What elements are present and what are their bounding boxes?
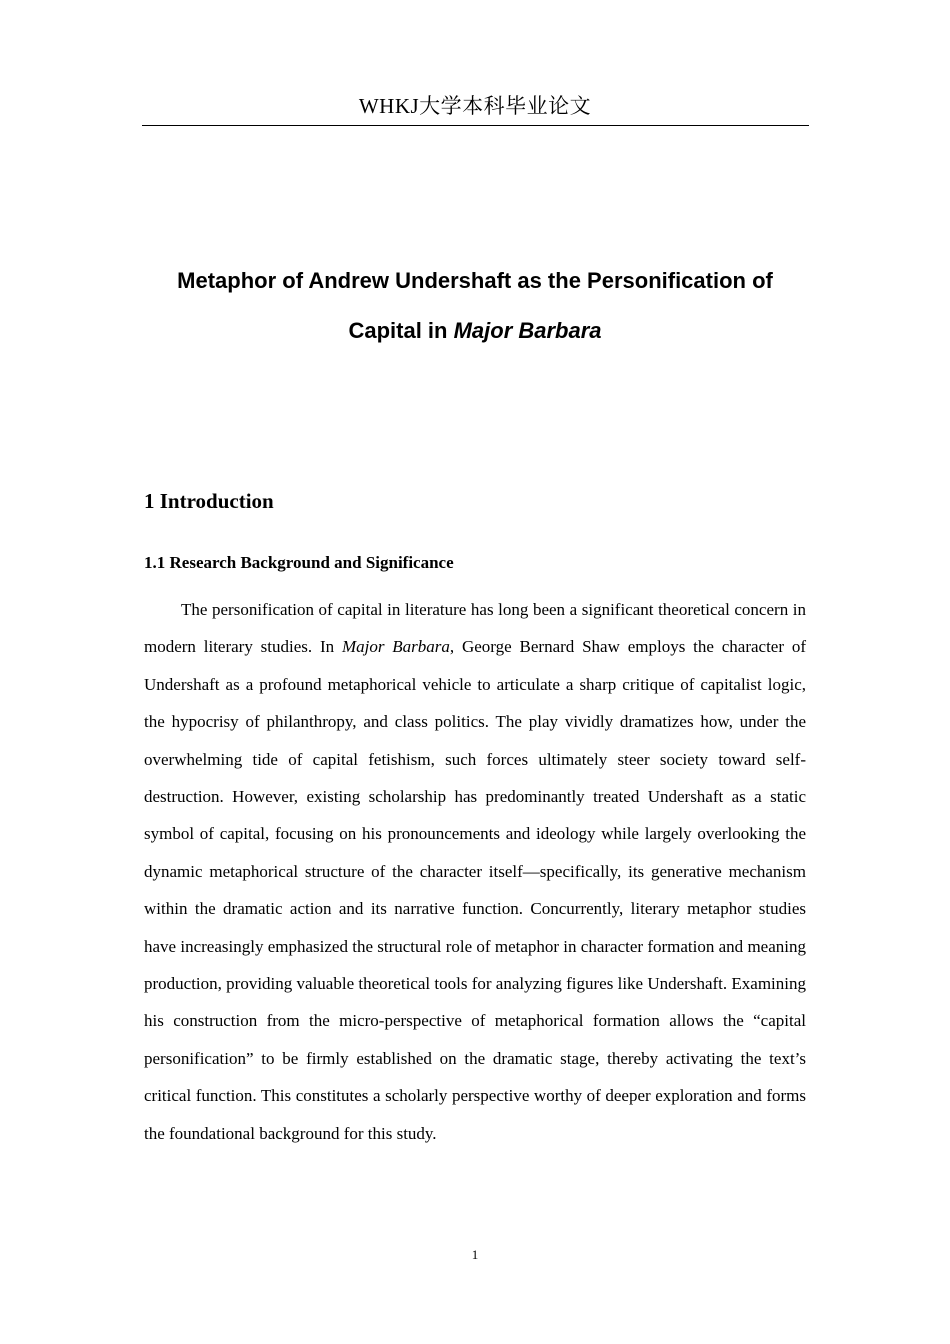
thesis-title-line-1: Metaphor of Andrew Undershaft as the Personification of — [177, 268, 773, 293]
section-heading: 1 Introduction — [144, 489, 274, 513]
paragraph-part-2: , George Bernard Shaw employs the character of Undershaft as a profound metaphorical vehicle to articulate a sharp critique of capitalist logic, the hypocrisy of philanthropy, and class politics. The play vividly dramatizes how, under the overwhelming tide of capital fetishism, such forces ultimately steer society toward self-destruction. However, existing scholarship has predominantly treated Undershaft as a static symbol of capital, focusing on his pronouncements and ideology while largely overlooking the dynamic metaphorical structure of the character itself—specifically, its generative mechanism within the dramatic action and its narrative function. Concurrently, literary metaphor studies have increasingly emphasized the structural role of metaphor in character formation and meaning production, providing valuable theoretical tools for analyzing figures like Undershaft. Examining his construction from the micro-perspective of metaphorical formation allows the “capital personification” to be firmly established on the dramatic stage, thereby activating the text’s critical function. This constitutes a scholarly perspective worthy of deeper exploration and forms the foundational background for this study. — [144, 637, 806, 1143]
thesis-title-italic: Major Barbara — [453, 318, 602, 343]
paragraph-part-1: The personification of capital in literature has long been a significant theoretical concern in modern literary studies. In — [144, 600, 806, 657]
thesis-title-prefix: Capital in — [348, 318, 454, 343]
thesis-title — [120, 256, 830, 356]
subsection-heading: 1.1 Research Background and Significance — [144, 553, 454, 572]
paragraph-italic-title: Major Barbara — [341, 637, 450, 657]
running-header: WHKJ大学本科毕业论文 — [358, 94, 592, 118]
thesis-title-line-2 — [120, 306, 830, 356]
header-rule — [142, 125, 809, 126]
body-paragraph — [144, 591, 806, 1152]
page-number: 1 — [471, 1247, 479, 1262]
